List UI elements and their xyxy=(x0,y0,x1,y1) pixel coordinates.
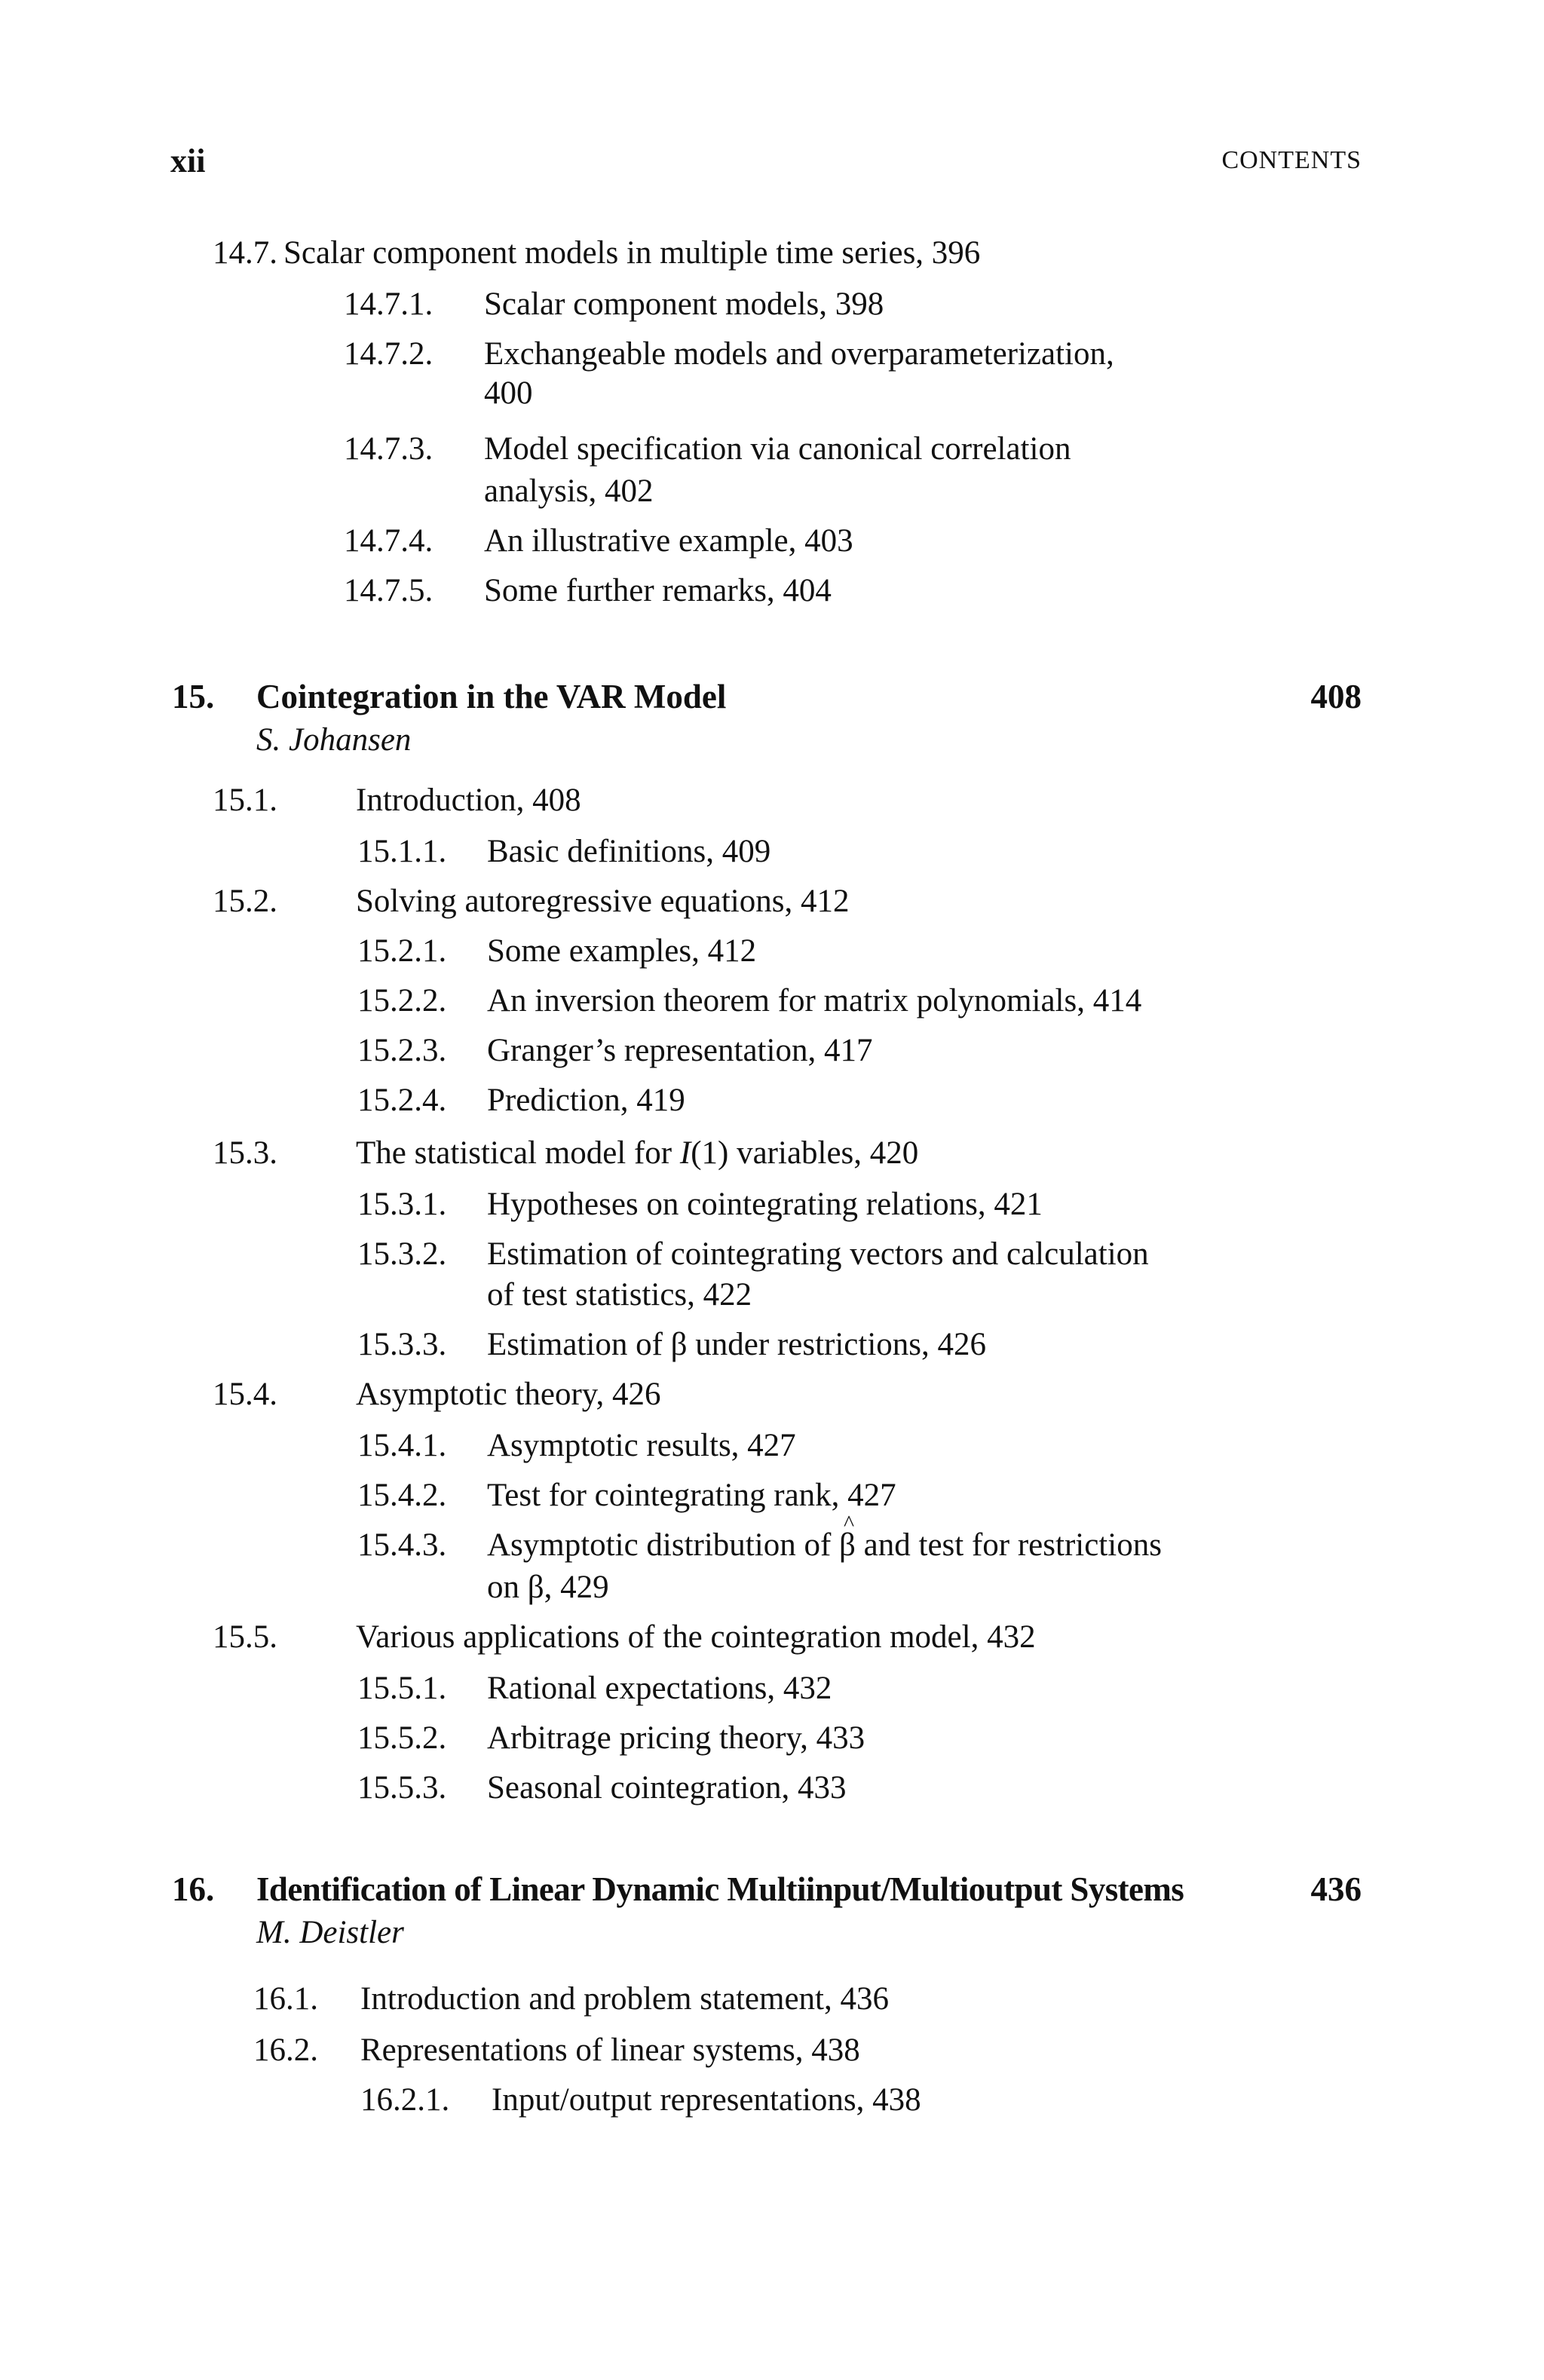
beta-symbol: β xyxy=(670,1327,688,1362)
beta-hat-symbol: ^ β xyxy=(839,1529,856,1561)
toc-continuation: analysis, 402 xyxy=(484,473,654,509)
toc-continuation: of test statistics, 422 xyxy=(487,1277,752,1313)
chapter-16-page: 436 xyxy=(1310,1870,1362,1908)
chapter-15-author: S. Johansen xyxy=(256,722,412,758)
running-title: CONTENTS xyxy=(1221,146,1362,174)
page-number: xii xyxy=(170,142,206,179)
chapter-16-author: M. Deistler xyxy=(256,1915,404,1950)
toc-continuation: on β, 429 xyxy=(487,1570,609,1605)
chapter-16-heading[interactable]: 16. Identification of Linear Dynamic Multiinput/Multioutput Systems xyxy=(172,1870,1184,1908)
chapter-15-page: 408 xyxy=(1310,678,1362,715)
chapter-15-heading[interactable]: 15. Cointegration in the VAR Model xyxy=(172,678,727,715)
toc-continuation: 400 xyxy=(484,375,533,411)
